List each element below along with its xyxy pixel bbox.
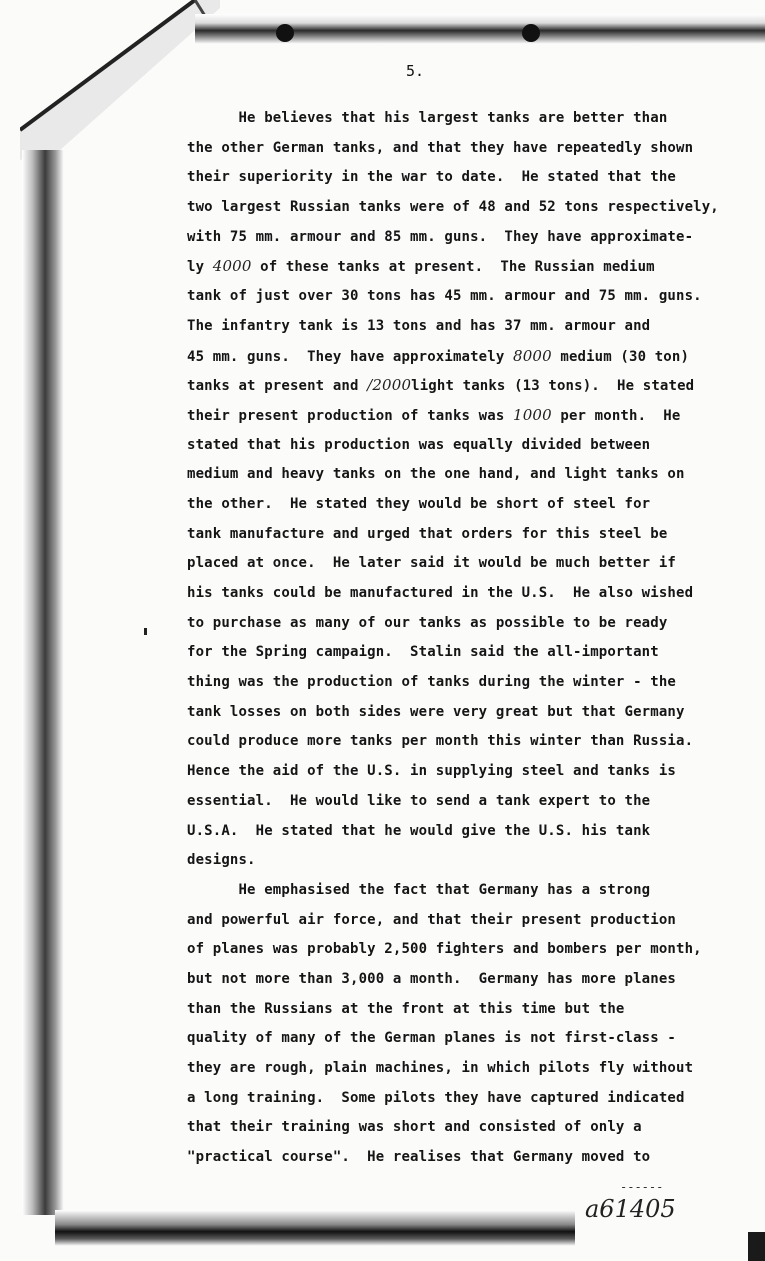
punch-hole <box>522 24 540 42</box>
typed-text: with 75 mm. armour and 85 mm. guns. They have approximate- <box>187 228 694 245</box>
text-line <box>187 579 757 609</box>
typed-text: 45 mm. guns. They have approximately <box>187 348 513 365</box>
text-line <box>187 906 757 936</box>
typed-text: tank manufacture and urged that orders for this steel be <box>187 525 668 542</box>
text-line <box>187 1143 757 1173</box>
typed-text: and powerful air force, and that their present production <box>187 911 676 928</box>
typed-text: essential. He would like to send a tank expert to the <box>187 792 651 809</box>
text-line <box>187 995 757 1025</box>
typed-text: for the Spring campaign. Stalin said the all-important <box>187 644 659 661</box>
typed-text: his tanks could be manufactured in the U.S. He also wished <box>187 585 694 601</box>
text-line <box>187 549 757 579</box>
text-line <box>187 846 757 876</box>
text-line <box>187 460 757 490</box>
text-line <box>187 282 757 312</box>
text-line <box>187 490 757 520</box>
scan-edge-left <box>22 150 64 1215</box>
scan-edge-corner <box>748 1232 765 1261</box>
text-line <box>187 431 757 461</box>
typed-text: light tanks (13 tons). He stated <box>411 378 695 395</box>
handwritten-reference-number: a61405 <box>585 1195 676 1223</box>
typed-text: their superiority in the war to date. He stated that the <box>187 169 676 186</box>
text-line <box>187 1084 757 1114</box>
typed-text: tank of just over 30 tons has 45 mm. armour and 75 mm. guns. <box>187 288 702 305</box>
typed-text: but not more than 3,000 a month. Germany has more planes <box>187 970 676 987</box>
text-line <box>187 698 757 728</box>
typed-text: medium and heavy tanks on the one hand, and light tanks on <box>187 466 685 483</box>
text-line <box>187 965 757 995</box>
text-line <box>187 1024 757 1054</box>
handwritten-number: /2000 <box>367 376 412 395</box>
text-line <box>187 193 757 223</box>
typed-text: quality of many of the German planes is not first-class - <box>187 1030 676 1047</box>
handwritten-number: 1000 <box>513 405 552 424</box>
typed-text: U.S.A. He stated that he would give the U.S. his tank <box>187 822 651 839</box>
typed-text: tank losses on both sides were very great but that Germany <box>187 703 685 720</box>
typed-text: He believes that his largest tanks are better than <box>187 110 668 126</box>
text-line <box>187 520 757 550</box>
typed-text: two largest Russian tanks were of 48 and 52 tons respectively, <box>187 199 719 216</box>
text-line <box>187 223 757 253</box>
typed-text: the other. He stated they would be short of steel for <box>187 495 651 512</box>
typed-text: they are rough, plain machines, in which pilots fly without <box>187 1060 694 1076</box>
typed-text: thing was the production of tanks during the winter - the <box>187 674 676 691</box>
text-line <box>187 1113 757 1143</box>
typed-text: The infantry tank is 13 tons and has 37 mm. armour and <box>187 317 651 334</box>
typed-text: per month. He <box>551 407 681 424</box>
text-line <box>187 668 757 698</box>
typed-text: tanks at present and <box>187 378 368 395</box>
typed-text: stated that his production was equally divided between <box>187 436 651 453</box>
text-line <box>187 163 757 193</box>
footer-dashes: ------ <box>620 1180 664 1194</box>
scan-speck <box>144 628 147 635</box>
text-line <box>187 787 757 817</box>
text-line <box>187 342 757 372</box>
text-line <box>187 876 757 906</box>
typed-text: medium (30 ton) <box>551 348 690 365</box>
body-text <box>187 104 757 1173</box>
typed-text: the other German tanks, and that they have repeatedly shown <box>187 139 694 156</box>
typed-text: "practical course". He realises that Germany moved to <box>187 1149 651 1166</box>
text-line <box>187 104 757 134</box>
text-line <box>187 134 757 164</box>
typed-text: that their training was short and consisted of only a <box>187 1119 642 1136</box>
handwritten-number: 8000 <box>513 346 552 365</box>
text-line <box>187 817 757 847</box>
typed-text: Hence the aid of the U.S. in supplying steel and tanks is <box>187 763 676 780</box>
typed-text: of planes was probably 2,500 fighters and bombers per month, <box>187 941 702 958</box>
text-line <box>187 401 757 431</box>
text-line <box>187 371 757 401</box>
typed-text: placed at once. He later said it would be much better if <box>187 555 676 572</box>
text-line <box>187 252 757 282</box>
text-line <box>187 757 757 787</box>
scan-edge-bottom <box>55 1210 575 1246</box>
punch-hole <box>276 24 294 42</box>
text-line <box>187 609 757 639</box>
typed-text: He emphasised the fact that Germany has a strong <box>187 881 651 898</box>
text-line <box>187 935 757 965</box>
typed-text: could produce more tanks per month this winter than Russia. <box>187 733 694 750</box>
typed-text: than the Russians at the front at this time but the <box>187 1000 625 1017</box>
typed-text: of these tanks at present. The Russian medium <box>251 259 655 276</box>
text-line <box>187 727 757 757</box>
text-line <box>187 1054 757 1084</box>
typed-text: to purchase as many of our tanks as possible to be ready <box>187 614 668 631</box>
typed-text: designs. <box>187 852 256 869</box>
typed-text: a long training. Some pilots they have captured indicated <box>187 1089 685 1106</box>
typed-text: ly <box>187 259 213 276</box>
page-number: 5. <box>406 62 425 80</box>
handwritten-number: 4000 <box>212 257 252 276</box>
typed-text: their present production of tanks was <box>187 407 513 424</box>
text-line <box>187 638 757 668</box>
text-line <box>187 312 757 342</box>
